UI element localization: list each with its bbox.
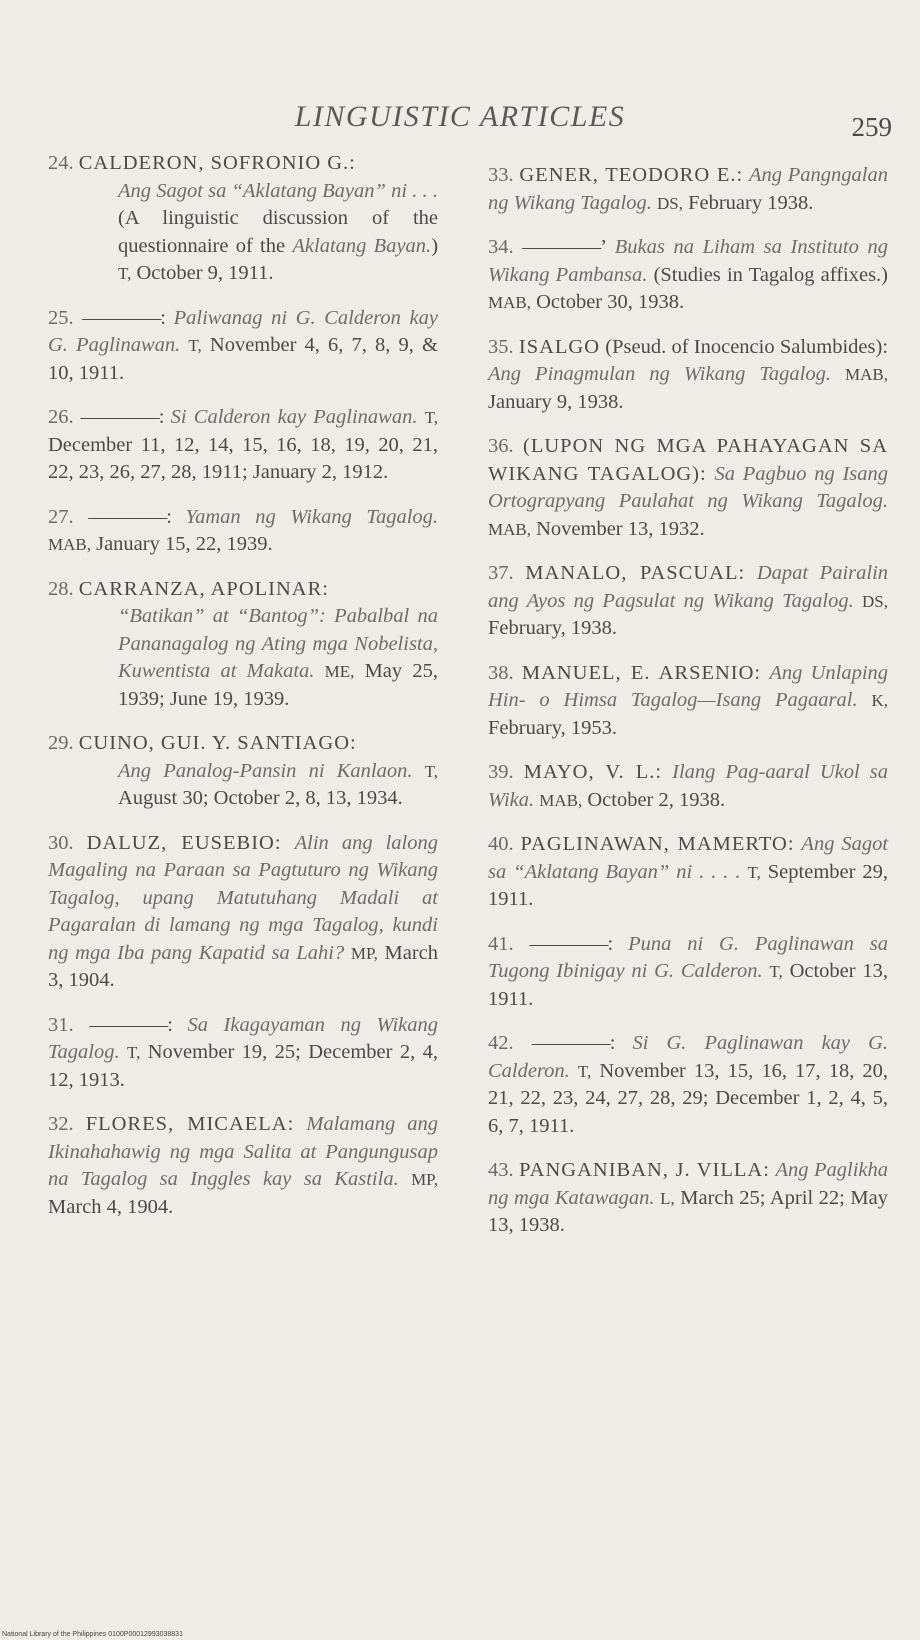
entry-author: MANUEL, E. ARSENIO: <box>521 661 762 684</box>
entry-number: 40. <box>488 833 514 855</box>
left-column <box>48 150 438 1238</box>
page-number: 259 <box>851 112 892 142</box>
entry-publication: T, <box>118 264 132 283</box>
bibliography-entry <box>48 730 438 813</box>
bibliography-entry <box>48 504 438 559</box>
entry-note: (Studies in Tagalog affixes.) <box>653 263 889 286</box>
entry-date: October 2, 1938. <box>587 788 726 811</box>
entry-title: Sa Ikagayaman ng Wikang Tagalog. <box>48 1013 439 1063</box>
bibliography-entry <box>488 433 888 543</box>
entry-number: 33. <box>488 164 514 186</box>
entry-author: ————: <box>529 932 613 955</box>
entry-title: Ang Sagot sa “Aklatang Bayan” ni . . . . <box>488 833 889 883</box>
bibliography-entry <box>488 162 888 217</box>
entry-date: March 4, 1904. <box>48 1195 174 1218</box>
entry-author: ————: <box>80 406 164 428</box>
entry-number: 28. <box>48 577 74 600</box>
entry-author: ————: <box>82 306 165 329</box>
entry-date: February 1938. <box>688 191 814 214</box>
entry-publication: MAB, <box>48 535 91 554</box>
bibliography-entry <box>488 334 888 417</box>
bibliography-entry: 24. CALDERON, SOFRONIO G.: Ang Sagot sa “Aklatang Bayan” ni . . . (A linguistic discussion of the questionnaire of the Aklatang Bayan.) T, October 9, 1911. <box>48 152 439 284</box>
entry-number: 27. <box>48 505 74 528</box>
entry-title: Malamang ang Ikinahahawig ng mga Salita at Pangungusap na Tagalog sa Inggles kay sa Kastila. <box>48 1113 439 1190</box>
entry-author: DALUZ, EUSEBIO: <box>86 831 282 854</box>
entry-title: Sa Pagbuo ng Isang Ortograpyang Paulahat ng Wikang Tagalog. <box>488 462 889 512</box>
entry-author: PAGLINAWAN, MAMERTO: <box>520 833 795 855</box>
entry-author: ————: <box>531 1032 615 1054</box>
bibliography-entry <box>488 660 888 743</box>
entry-date: January 9, 1938. <box>488 390 624 413</box>
entry-number: 37. <box>488 562 514 584</box>
bibliography-entry <box>48 1111 438 1221</box>
entry-author: MANALO, PASCUAL: <box>525 562 746 584</box>
entry-author: ISALGO <box>518 335 601 358</box>
bibliography-entry <box>48 305 438 388</box>
bibliography-entry <box>488 560 888 643</box>
bibliography-entry <box>488 759 888 814</box>
entry-publication: T, <box>769 962 783 981</box>
entry-author: ————: <box>88 505 171 528</box>
entry-author: GENER, TEODORO E.: <box>519 164 744 186</box>
bibliography-entry <box>48 1012 438 1095</box>
entry-publication: MAB, <box>845 365 889 384</box>
entry-number: 36. <box>488 435 514 457</box>
entry-title: Puna ni G. Paglinawan sa Tugong Ibinigay ni G. Calderon. <box>488 932 889 982</box>
entry-title: Ang Unlaping Hin- o Himsa Tagalog—Isang Pagaaral. <box>488 661 889 711</box>
entry-date: May 25, 1939; June 19, 1939. <box>118 660 438 710</box>
entry-publication: T, <box>424 761 439 781</box>
entry-date: October 13, 1911. <box>488 960 889 1010</box>
entry-number: 29. <box>48 732 74 754</box>
bibliography-entry <box>48 404 438 487</box>
entry-author: CALDERON, SOFRONIO G.: <box>78 152 356 174</box>
entry-author: (LUPON NG MGA PAHAYAGAN SA WIKANG TAGALOG): <box>488 435 889 485</box>
entry-publication: ME, <box>324 662 355 681</box>
bibliography-entry <box>488 1030 888 1140</box>
entry-publication: T, <box>747 862 761 882</box>
bibliography-entry <box>488 831 888 914</box>
entry-date: March 25; April 22; May 13, 1938. <box>488 1186 888 1236</box>
entry-title: Dapat Pairalin ang Ayos ng Pagsulat ng Wikang Tagalog. <box>488 562 889 612</box>
entry-title: Ang Sagot sa “Aklatang Bayan” ni . . . <box>118 179 438 202</box>
entry-title: Paliwanag ni G. Calderon kay G. Paglinawan. <box>48 306 438 356</box>
bibliography-entry <box>488 1157 888 1240</box>
entry-author: CUINO, GUI. Y. SANTIAGO: <box>78 732 357 754</box>
entry-title: “Batikan” at “Bantog”: Pabalbal na Pananagalog ng Ating mga Nobelista, Kuwentista at Makata. <box>118 605 438 682</box>
entry-publication: T, <box>126 1043 141 1062</box>
entry-date: December 11, 12, 14, 15, 16, 18, 19, 20, 21, 22, 23, 26, 27, 28, 1911; January 2, 1912. <box>48 433 438 483</box>
entry-author: PANGANIBAN, J. VILLA: <box>519 1159 770 1181</box>
entry-title: Si Calderon kay Paglinawan. <box>170 406 418 428</box>
entry-title: Ang Pinagmulan ng Wikang Tagalog. <box>488 363 831 385</box>
right-column <box>488 162 888 1257</box>
entry-title-secondary: Aklatang Bayan. <box>292 234 432 257</box>
entry-date: March 3, 1904. <box>48 941 439 991</box>
entry-date: November 19, 25; December 2, 4, 12, 1913. <box>48 1041 438 1091</box>
entry-date: November 13, 15, 16, 17, 18, 20, 21, 22, 23, 24, 27, 28, 29; December 1, 2, 4, 5, 6, 7, 1911. <box>488 1059 889 1137</box>
entry-date: February, 1953. <box>488 716 618 739</box>
entry-title: Bukas na Liham sa Instituto ng Wikang Pambansa. <box>488 236 888 286</box>
bibliography-entry <box>488 234 888 317</box>
bibliography-entry <box>48 830 438 995</box>
entry-date: October 30, 1938. <box>536 291 685 313</box>
entry-number: 43. <box>488 1159 514 1181</box>
running-title: LINGUISTIC ARTICLES <box>294 100 626 133</box>
entry-number: 24. <box>48 152 74 174</box>
entry-number: 39. <box>488 761 514 783</box>
entry-title: Ang Panalog-Pansin ni Kanlaon. <box>118 759 413 782</box>
entry-title: Si G. Paglinawan kay G. Calderon. <box>488 1032 889 1082</box>
entry-publication: MAB, <box>539 790 583 810</box>
entry-title: Ang Pangngalan ng Wikang Tagalog. <box>488 164 888 214</box>
entry-publication: T, <box>577 1061 592 1081</box>
entry-author: CARRANZA, APOLINAR: <box>78 577 329 600</box>
entry-publication: T, <box>188 336 202 355</box>
entry-date: February, 1938. <box>488 617 618 639</box>
entry-number: 26. <box>48 406 74 428</box>
entry-number: 35. <box>488 335 514 358</box>
entry-date: January 15, 22, 1939. <box>96 533 273 555</box>
entry-number: 32. <box>48 1113 74 1135</box>
entry-date: September 29, 1911. <box>488 860 889 910</box>
entry-number: 42. <box>488 1032 514 1054</box>
entry-author: FLORES, MICAELA: <box>85 1113 295 1135</box>
entry-note: (Pseud. of Inocencio Salumbides): <box>605 335 889 358</box>
entry-number: 25. <box>48 306 74 329</box>
entry-title: Alin ang lalong Magaling na Paraan sa Pagtuturo ng Wikang Tagalog, upang Matutuhang Madali at Pagaralan di lamang ng mga Tagalog, kundi ng mga Iba pang Kapatid sa Lahi? <box>48 831 439 964</box>
entry-date: October 9, 1911. <box>136 262 274 284</box>
entry-publication: MP, <box>411 1170 438 1189</box>
bibliography-entry <box>488 931 888 1014</box>
entry-title: Ang Paglikha ng mga Katawagan. <box>488 1159 889 1209</box>
entry-number: 41. <box>488 932 514 955</box>
entry-number: 30. <box>48 831 74 854</box>
entry-date: November 13, 1932. <box>536 517 705 540</box>
entry-note: (A linguistic discussion of the questionnaire of the <box>118 207 438 257</box>
scan-footer: National Library of the Philippines 0100P00012993038831 <box>2 1631 183 1638</box>
entry-publication: K, <box>871 691 888 710</box>
entry-title: Ilang Pag-aaral Ukol sa Wika. <box>488 761 889 811</box>
entry-author: ————: <box>89 1013 172 1036</box>
entry-author: ————’ <box>522 236 607 258</box>
bibliography-entry <box>48 576 438 714</box>
entry-number: 31. <box>48 1013 74 1036</box>
entry-publication: MAB, <box>488 293 531 312</box>
entry-number: 38. <box>488 661 514 684</box>
entry-publication: T, <box>424 408 439 427</box>
entry-publication: MAB, <box>488 519 531 539</box>
entry-publication: L, <box>660 1188 675 1208</box>
entry-date: November 4, 6, 7, 8, 9, & 10, 1911. <box>48 334 438 384</box>
entry-date: August 30; October 2, 8, 13, 1934. <box>118 787 403 809</box>
entry-author: MAYO, V. L.: <box>523 761 663 783</box>
entry-publication: DS, <box>862 591 888 611</box>
entry-publication: MP, <box>350 943 378 963</box>
entry-title: Yaman ng Wikang Tagalog. <box>185 505 439 528</box>
entry-number: 34. <box>488 236 514 258</box>
entry-publication: DS, <box>656 193 683 213</box>
